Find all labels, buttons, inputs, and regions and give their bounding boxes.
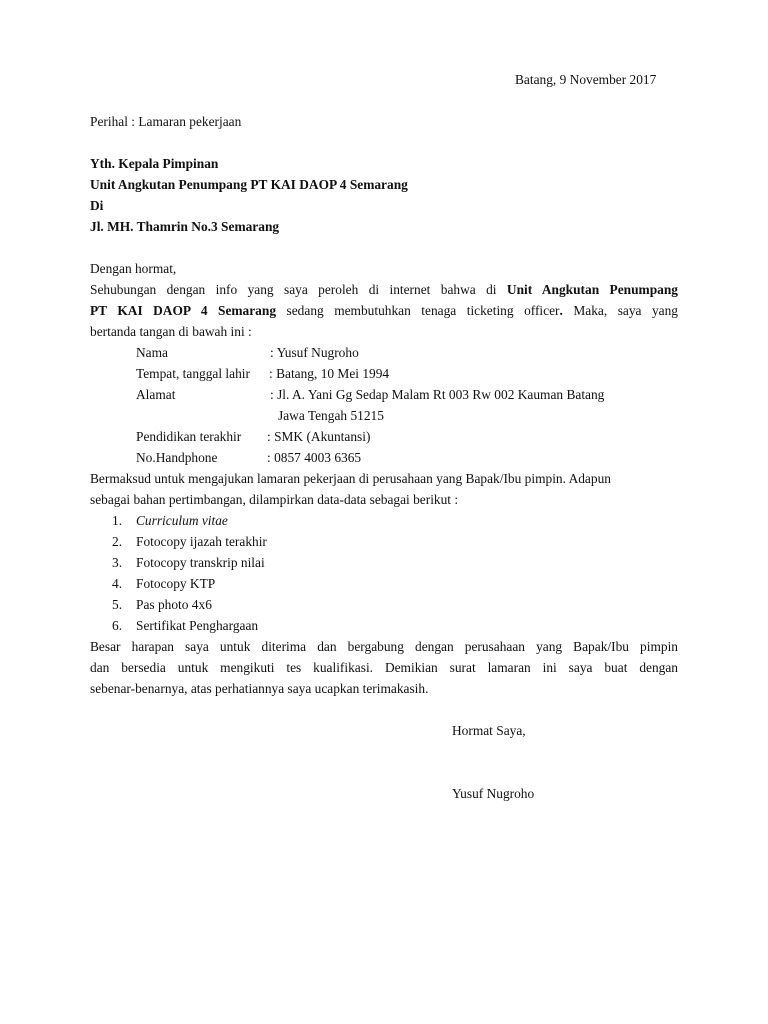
intro-text-2c: Maka, saya yang <box>573 303 679 318</box>
phone-value: : 0857 4003 6365 <box>267 450 362 465</box>
list-number: 3. <box>112 555 123 570</box>
closing-line-2: dan bersedia untuk mengikuti tes kualifikasi. Demikian surat lamaran ini saya buat dengan <box>90 660 678 675</box>
list-number: 4. <box>112 576 123 591</box>
phone-label: No.Handphone <box>136 450 218 465</box>
list-number: 5. <box>112 597 123 612</box>
education-value: : SMK (Akuntansi) <box>267 429 371 444</box>
intro-unit-name: Unit Angkutan Penumpang <box>506 282 678 297</box>
intro-line-3: bertanda tangan di bawah ini : <box>90 324 252 339</box>
intro-line-1 <box>90 282 678 298</box>
list-number: 2. <box>112 534 123 549</box>
list-text: Curriculum vitae <box>136 513 228 528</box>
recipient-line-1: Yth. Kepala Pimpinan <box>90 156 219 171</box>
intro-need: sedang membutuhkan tenaga ticketing officer <box>286 303 560 318</box>
signature-salutation: Hormat Saya, <box>452 723 526 738</box>
name-label: Nama <box>136 345 168 360</box>
closing-line-1: Besar harapan saya untuk diterima dan bergabung dengan perusahaan yang Bapak/Ibu pimpin <box>90 639 678 654</box>
list-number: 1. <box>112 513 123 528</box>
birth-value: : Batang, 10 Mei 1994 <box>269 366 390 381</box>
closing-line-3: sebenar-benarnya, atas perhatiannya saya ucapkan terimakasih. <box>90 681 429 696</box>
list-number: 6. <box>112 618 123 633</box>
list-text: Fotocopy KTP <box>136 576 216 591</box>
intro-line-2 <box>90 303 678 319</box>
birth-label: Tempat, tanggal lahir <box>136 366 250 381</box>
list-text: Fotocopy transkrip nilai <box>136 555 265 570</box>
purpose-line-1: Bermaksud untuk mengajukan lamaran pekerjaan di perusahaan yang Bapak/Ibu pimpin. Adapun <box>90 471 611 486</box>
intro-text-1a: Sehubungan dengan info yang saya peroleh di internet bahwa di <box>90 282 497 297</box>
signature-name: Yusuf Nugroho <box>452 786 535 801</box>
date-line: Batang, 9 November 2017 <box>515 72 657 87</box>
address-value-2: Jawa Tengah 51215 <box>278 408 384 423</box>
recipient-line-2: Unit Angkutan Penumpang PT KAI DAOP 4 Semarang <box>90 177 408 192</box>
recipient-line-3: Di <box>90 198 104 213</box>
address-value-1: : Jl. A. Yani Gg Sedap Malam Rt 003 Rw 002 Kauman Batang <box>270 387 605 402</box>
intro-company-name: PT KAI DAOP 4 Semarang <box>90 303 277 318</box>
intro-text-2b <box>287 303 563 318</box>
name-value: : Yusuf Nugroho <box>270 345 359 360</box>
recipient-line-4: Jl. MH. Thamrin No.3 Semarang <box>90 219 280 234</box>
education-label: Pendidikan terakhir <box>136 429 242 444</box>
subject-line: Perihal : Lamaran pekerjaan <box>90 114 242 129</box>
list-text: Pas photo 4x6 <box>136 597 212 612</box>
purpose-line-2: sebagai bahan pertimbangan, dilampirkan data-data sebagai berikut : <box>90 492 459 507</box>
list-text: Fotocopy ijazah terakhir <box>136 534 267 549</box>
list-text: Sertifikat Penghargaan <box>136 618 259 633</box>
intro-dot: . <box>559 303 563 318</box>
greeting: Dengan hormat, <box>90 261 177 276</box>
address-label: Alamat <box>136 387 176 402</box>
